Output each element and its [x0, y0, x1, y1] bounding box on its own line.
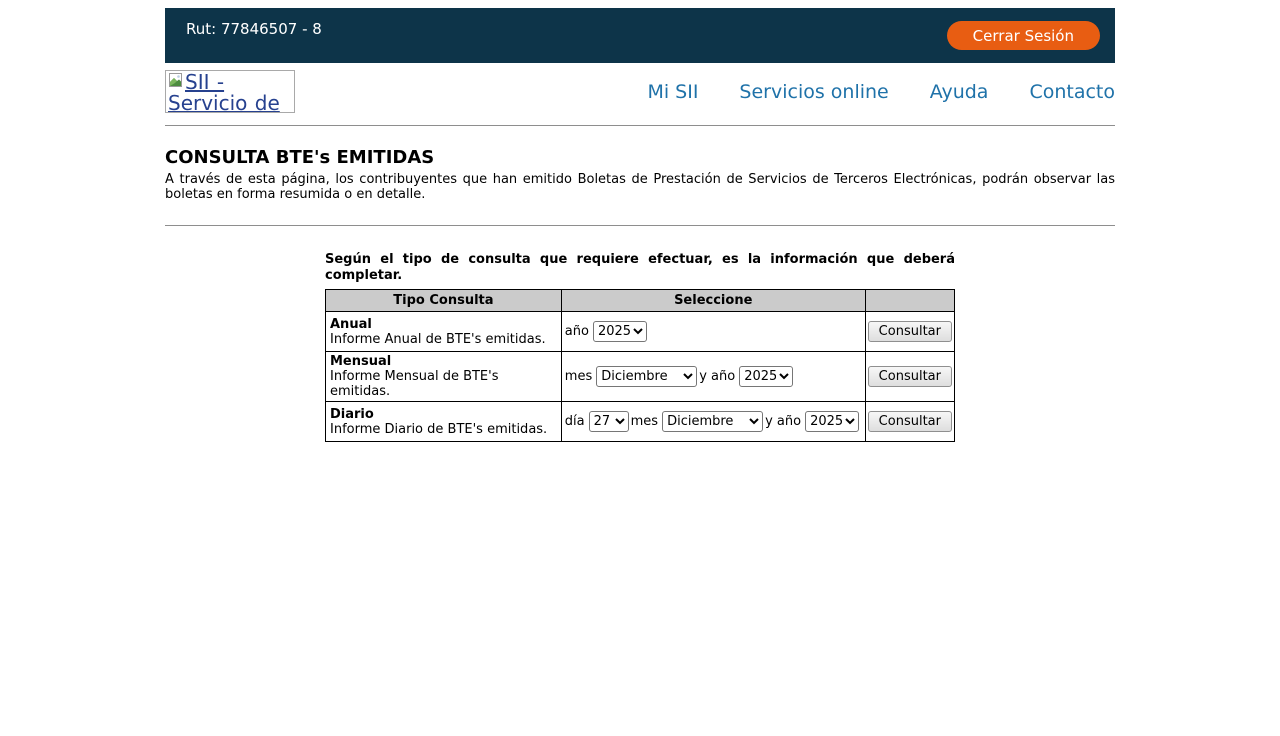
topbar [165, 8, 1115, 63]
nav-mi-sii[interactable]: Mi SII [647, 80, 699, 103]
mensual-month-select[interactable] [596, 366, 697, 387]
mensual-button-cell [865, 352, 954, 402]
page-title: CONSULTA BTE's EMITIDAS [165, 147, 435, 168]
broken-image-icon [168, 73, 184, 89]
mensual-year-label: y año [699, 369, 736, 384]
header-tipo-consulta: Tipo Consulta [326, 290, 562, 312]
mensual-type-cell [326, 352, 562, 402]
table-row-anual [326, 312, 955, 352]
anual-type-desc: Informe Anual de BTE's emitidas. [330, 331, 546, 347]
consult-table [325, 289, 955, 442]
page-container [165, 8, 1115, 442]
nav-contacto[interactable]: Contacto [1029, 80, 1115, 103]
diario-type-cell [326, 402, 562, 442]
diario-type-desc: Informe Diario de BTE's emitidas. [330, 421, 548, 437]
main-nav [647, 81, 1115, 103]
table-header-row [326, 290, 955, 312]
diario-month-select[interactable] [662, 411, 763, 432]
anual-select-cell [561, 312, 865, 352]
header-seleccione: Seleccione [561, 290, 865, 312]
anual-button-cell [865, 312, 954, 352]
diario-day-label: día [564, 414, 585, 429]
table-row-diario [326, 402, 955, 442]
site-header [165, 70, 1115, 113]
diario-select-cell [561, 402, 865, 442]
mensual-month-label: mes [564, 369, 593, 384]
broken-logo-image [165, 70, 295, 113]
header-actions [865, 290, 954, 312]
mensual-select-cell [561, 352, 865, 402]
table-row-mensual [326, 352, 955, 402]
content-divider [165, 225, 1115, 226]
diario-year-label: y año [765, 414, 802, 429]
consultar-diario-button[interactable]: Consultar [868, 411, 952, 432]
logout-button[interactable]: Cerrar Sesión [947, 21, 1100, 50]
diario-year-select[interactable] [805, 411, 859, 432]
anual-year-select[interactable] [593, 321, 647, 342]
consultar-anual-button[interactable]: Consultar [868, 321, 952, 342]
mensual-type-desc: Informe Mensual de BTE's emitidas. [330, 369, 499, 399]
diario-day-select[interactable] [589, 411, 629, 432]
mensual-year-select[interactable] [739, 366, 793, 387]
diario-button-cell [865, 402, 954, 442]
rut-label: Rut: 77846507 - 8 [186, 20, 322, 38]
instruction-text: Según el tipo de consulta que requiere efectuar, es la información que deberá completar. [325, 252, 955, 283]
consultar-mensual-button[interactable]: Consultar [868, 366, 952, 387]
nav-ayuda[interactable]: Ayuda [929, 80, 989, 103]
diario-type-name: Diario [330, 406, 374, 422]
anual-year-label: año [564, 324, 589, 339]
nav-servicios-online[interactable]: Servicios online [739, 80, 889, 103]
consult-block [325, 252, 955, 442]
diario-month-label: mes [630, 414, 659, 429]
logo-alt-text: SII - Servicio de [168, 70, 280, 113]
header-divider [165, 125, 1115, 126]
page-description: A través de esta página, los contribuyentes que han emitido Boletas de Prestación de Servicios de Terceros Electrónicas, podrán observar las boletas en forma resumida o en detalle. [165, 172, 1115, 202]
anual-type-name: Anual [330, 316, 372, 332]
sii-logo-link[interactable] [165, 70, 295, 113]
mensual-type-name: Mensual [330, 354, 392, 369]
anual-type-cell [326, 312, 562, 352]
